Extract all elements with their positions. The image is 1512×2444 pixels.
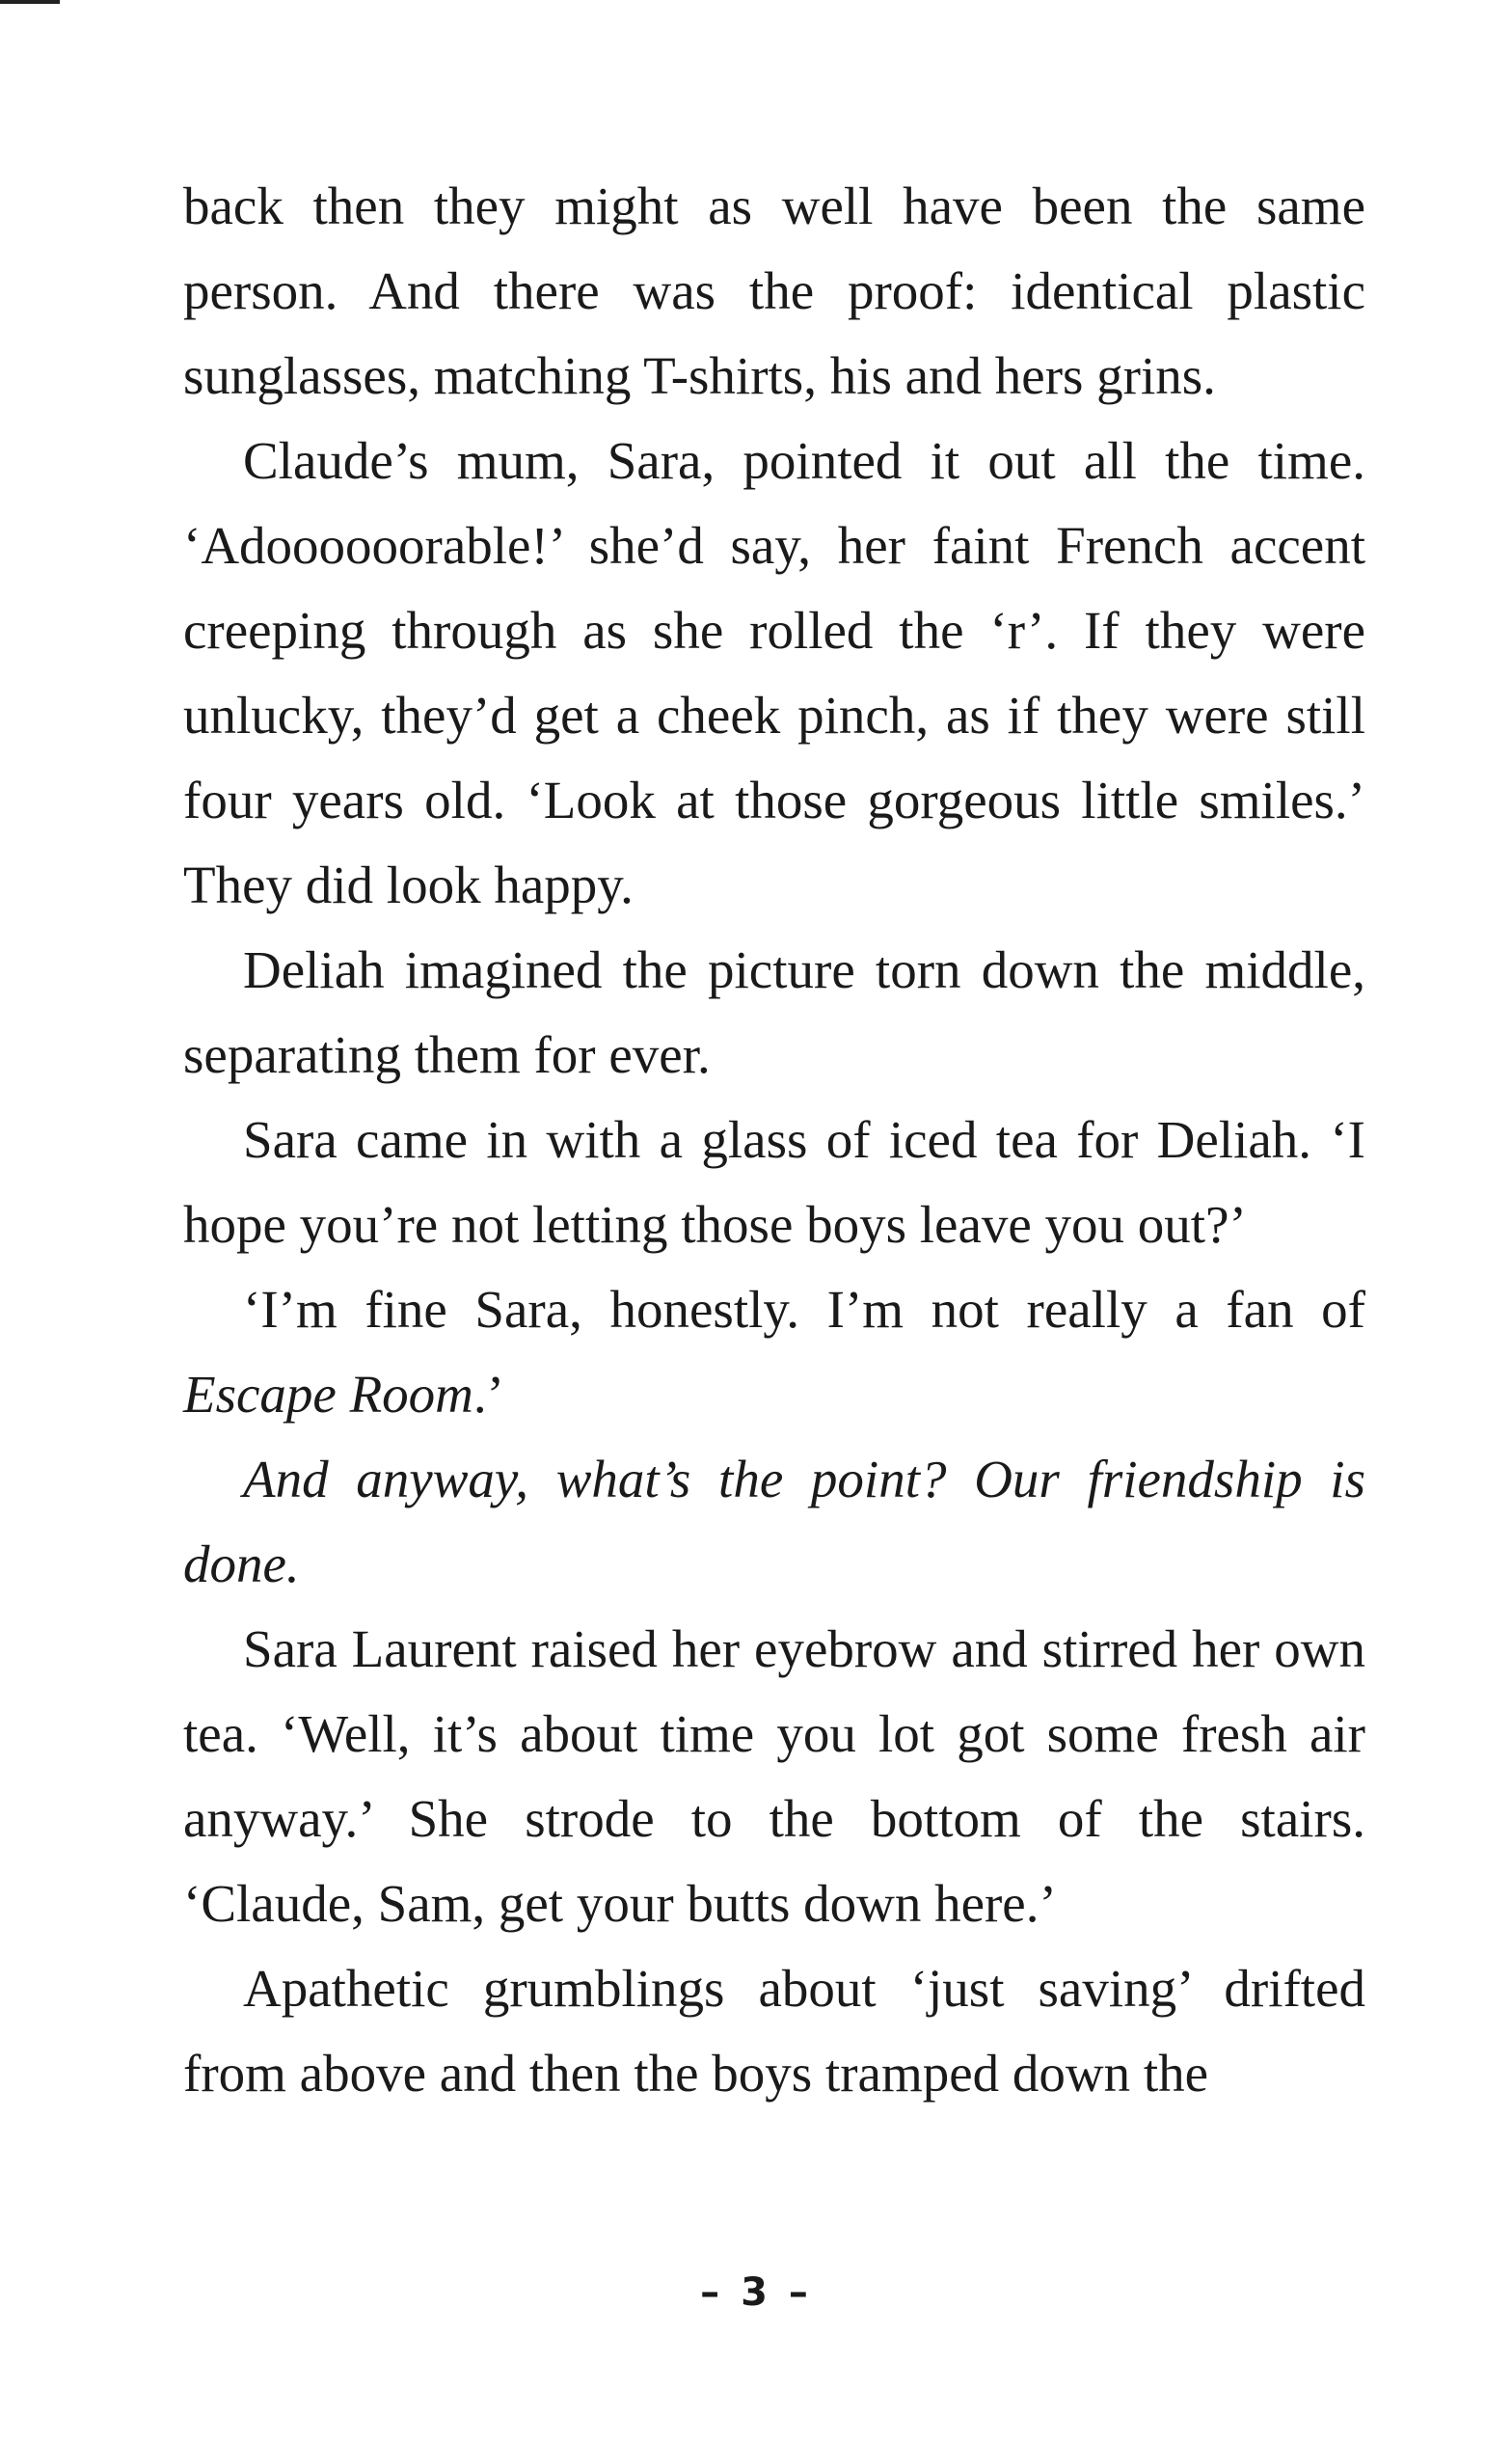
paragraph-5 [183, 1267, 1365, 1437]
paragraph-5-end: .’ [472, 1365, 504, 1424]
paragraph-8: Apathetic grumblings about ‘just saving’ drifted from above and then the boys tramped down the [183, 1959, 1365, 2103]
paragraph-7: Sara Laurent raised her eyebrow and stirred her own tea. ‘Well, it’s about time you lot got some fresh air anyway.’ She strode to the bottom of the stairs. ‘Claude, Sam, get your butts down here.’ [183, 1619, 1365, 1933]
paragraph-4: Sara came in with a glass of iced tea for Deliah. ‘I hope you’re not letting those boys leave you out?’ [183, 1110, 1365, 1254]
paragraph-5-text: ‘I’m fine Sara, honestly. I’m not really a fan of [243, 1280, 1365, 1339]
paragraph-6-thought: And anyway, what’s the point? Our friendship is done. [183, 1450, 1365, 1593]
paragraph-3: Deliah imagined the picture torn down the middle, separating them for ever. [183, 940, 1365, 1084]
top-edge-mark [0, 0, 60, 4]
paragraph-5-italic-title: Escape Room [183, 1365, 473, 1424]
paragraph-1: back then they might as well have been the same person. And there was the proof: identical plastic sunglasses, matching T-shirts, his and hers grins. [183, 177, 1365, 405]
page-number: – 3 – [700, 2270, 812, 2315]
paragraph-2: Claude’s mum, Sara, pointed it out all the time. ‘Adoooooorable!’ she’d say, her faint French accent creeping through as she rolled the ‘r’. If they were unlucky, they’d get a cheek pinch, as if they were still four years old. ‘Look at those gorgeous little smiles.’ They did look happy. [183, 431, 1365, 914]
body-text [183, 164, 1365, 2116]
